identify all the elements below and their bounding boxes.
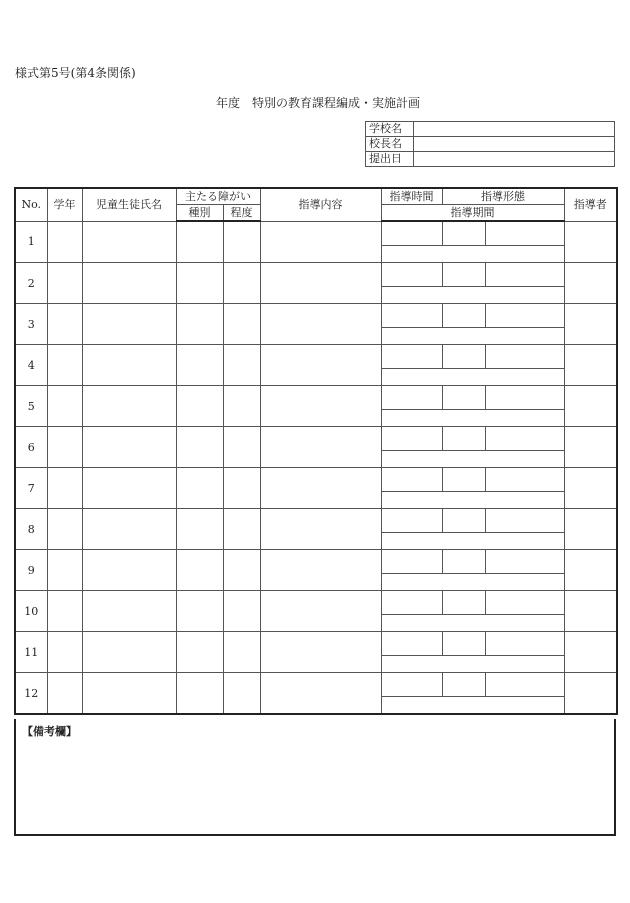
grade-cell[interactable] [47, 386, 82, 427]
header-student-name: 児童生徒氏名 [82, 188, 176, 221]
header-degree: 程度 [223, 205, 260, 222]
table-row [15, 509, 617, 533]
table-row [15, 304, 617, 328]
row-number: 9 [15, 550, 47, 591]
instructor-cell[interactable] [564, 468, 617, 509]
header-guidance-hours: 指導時間 [381, 188, 442, 205]
guidance-form-cell-b[interactable] [485, 345, 564, 369]
grade-cell[interactable] [47, 509, 82, 550]
guidance-hours-cell[interactable] [381, 263, 442, 287]
guidance-content-cell[interactable] [260, 263, 381, 304]
row-number: 1 [15, 221, 47, 263]
student-name-cell[interactable] [82, 263, 176, 304]
row-number: 5 [15, 386, 47, 427]
guidance-form-cell-b[interactable] [485, 673, 564, 697]
instructor-cell[interactable] [564, 591, 617, 632]
guidance-form-cell-b[interactable] [485, 304, 564, 328]
header-no: No. [15, 188, 47, 221]
guidance-form-cell-b[interactable] [485, 221, 564, 246]
disability-type-cell[interactable] [176, 673, 223, 715]
student-name-cell[interactable] [82, 386, 176, 427]
row-number: 11 [15, 632, 47, 673]
guidance-hours-cell[interactable] [381, 386, 442, 410]
guidance-form-cell-a[interactable] [442, 304, 485, 328]
guidance-period-cell[interactable] [381, 369, 564, 386]
guidance-content-cell[interactable] [260, 591, 381, 632]
guidance-content-cell[interactable] [260, 304, 381, 345]
table-row [15, 345, 617, 369]
grade-cell[interactable] [47, 468, 82, 509]
guidance-content-cell[interactable] [260, 673, 381, 715]
guidance-period-cell[interactable] [381, 656, 564, 673]
row-number: 12 [15, 673, 47, 715]
guidance-period-cell[interactable] [381, 328, 564, 345]
principal-name-field[interactable] [414, 137, 615, 152]
table-row [15, 632, 617, 656]
guidance-content-cell[interactable] [260, 221, 381, 263]
form-number: 様式第5号(第4条関係) [15, 66, 136, 80]
submission-date-label: 提出日 [366, 152, 414, 167]
grade-cell[interactable] [47, 673, 82, 715]
guidance-form-cell-a[interactable] [442, 386, 485, 410]
student-name-cell[interactable] [82, 509, 176, 550]
student-name-cell[interactable] [82, 591, 176, 632]
disability-type-cell[interactable] [176, 550, 223, 591]
grade-cell[interactable] [47, 550, 82, 591]
student-name-cell[interactable] [82, 550, 176, 591]
student-name-cell[interactable] [82, 345, 176, 386]
table-row [15, 427, 617, 451]
guidance-hours-cell[interactable] [381, 673, 442, 697]
guidance-content-cell[interactable] [260, 509, 381, 550]
grade-cell[interactable] [47, 591, 82, 632]
instructor-cell[interactable] [564, 304, 617, 345]
guidance-period-cell[interactable] [381, 410, 564, 427]
table-row [15, 221, 617, 246]
guidance-hours-cell[interactable] [381, 345, 442, 369]
guidance-form-cell-a[interactable] [442, 509, 485, 533]
student-name-cell[interactable] [82, 304, 176, 345]
disability-degree-cell[interactable] [223, 468, 260, 509]
guidance-form-cell-b[interactable] [485, 591, 564, 615]
student-name-cell[interactable] [82, 221, 176, 263]
disability-degree-cell[interactable] [223, 550, 260, 591]
guidance-form-cell-b[interactable] [485, 550, 564, 574]
disability-type-cell[interactable] [176, 345, 223, 386]
guidance-period-cell[interactable] [381, 615, 564, 632]
header-grade: 学年 [47, 188, 82, 221]
year-label: 年度 [216, 96, 241, 110]
table-row [15, 263, 617, 287]
disability-type-cell[interactable] [176, 468, 223, 509]
disability-degree-cell[interactable] [223, 304, 260, 345]
guidance-form-cell-b[interactable] [485, 632, 564, 656]
title-main: 特別の教育課程編成・実施計画 [252, 96, 421, 110]
student-name-cell[interactable] [82, 632, 176, 673]
grade-cell[interactable] [47, 263, 82, 304]
instructor-cell[interactable] [564, 509, 617, 550]
row-number: 3 [15, 304, 47, 345]
instructor-cell[interactable] [564, 427, 617, 468]
grade-cell[interactable] [47, 632, 82, 673]
header-instructor: 指導者 [564, 188, 617, 221]
table-row [15, 673, 617, 697]
guidance-form-cell-b[interactable] [485, 386, 564, 410]
instructor-cell[interactable] [564, 263, 617, 304]
guidance-form-cell-a[interactable] [442, 345, 485, 369]
disability-degree-cell[interactable] [223, 509, 260, 550]
guidance-period-cell[interactable] [381, 287, 564, 304]
student-name-cell[interactable] [82, 673, 176, 715]
school-name-field[interactable] [414, 122, 615, 137]
header-guidance-period: 指導期間 [381, 205, 564, 222]
page-title [216, 94, 420, 111]
guidance-hours-cell[interactable] [381, 221, 442, 246]
disability-type-cell[interactable] [176, 221, 223, 263]
disability-type-cell[interactable] [176, 304, 223, 345]
disability-degree-cell[interactable] [223, 632, 260, 673]
row-number: 2 [15, 263, 47, 304]
principal-name-label: 校長名 [366, 137, 414, 152]
guidance-hours-cell[interactable] [381, 591, 442, 615]
grade-cell[interactable] [47, 304, 82, 345]
disability-degree-cell[interactable] [223, 221, 260, 263]
disability-type-cell[interactable] [176, 263, 223, 304]
disability-degree-cell[interactable] [223, 263, 260, 304]
guidance-content-cell[interactable] [260, 386, 381, 427]
school-name-label: 学校名 [366, 122, 414, 137]
student-name-cell[interactable] [82, 468, 176, 509]
header-guidance-form: 指導形態 [442, 188, 564, 205]
guidance-hours-cell[interactable] [381, 550, 442, 574]
row-number: 8 [15, 509, 47, 550]
guidance-form-cell-a[interactable] [442, 221, 485, 246]
disability-type-cell[interactable] [176, 591, 223, 632]
header-type: 種別 [176, 205, 223, 222]
grade-cell[interactable] [47, 221, 82, 263]
guidance-form-cell-a[interactable] [442, 550, 485, 574]
student-name-cell[interactable] [82, 427, 176, 468]
guidance-period-cell[interactable] [381, 451, 564, 468]
remarks-label: 【備考欄】 [22, 725, 77, 738]
guidance-form-cell-a[interactable] [442, 632, 485, 656]
header-disability: 主たる障がい [176, 188, 260, 205]
guidance-hours-cell[interactable] [381, 468, 442, 492]
instructor-cell[interactable] [564, 673, 617, 715]
table-row [15, 386, 617, 410]
disability-degree-cell[interactable] [223, 673, 260, 715]
plan-table-body [15, 221, 617, 714]
table-row [15, 591, 617, 615]
guidance-form-cell-a[interactable] [442, 263, 485, 287]
remarks-box[interactable] [14, 719, 616, 836]
guidance-content-cell[interactable] [260, 550, 381, 591]
guidance-period-cell[interactable] [381, 492, 564, 509]
guidance-hours-cell[interactable] [381, 509, 442, 533]
school-info-box [365, 121, 615, 167]
guidance-content-cell[interactable] [260, 427, 381, 468]
row-number: 7 [15, 468, 47, 509]
submission-date-field[interactable] [414, 152, 615, 167]
guidance-form-cell-a[interactable] [442, 468, 485, 492]
instructor-cell[interactable] [564, 550, 617, 591]
guidance-content-cell[interactable] [260, 345, 381, 386]
guidance-hours-cell[interactable] [381, 304, 442, 328]
table-row [15, 550, 617, 574]
plan-table [14, 187, 618, 715]
header-guidance-content: 指導内容 [260, 188, 381, 221]
guidance-content-cell[interactable] [260, 632, 381, 673]
guidance-form-cell-b[interactable] [485, 509, 564, 533]
row-number: 4 [15, 345, 47, 386]
guidance-form-cell-b[interactable] [485, 427, 564, 451]
guidance-form-cell-a[interactable] [442, 427, 485, 451]
instructor-cell[interactable] [564, 345, 617, 386]
guidance-form-cell-a[interactable] [442, 673, 485, 697]
guidance-form-cell-b[interactable] [485, 468, 564, 492]
disability-type-cell[interactable] [176, 386, 223, 427]
row-number: 6 [15, 427, 47, 468]
guidance-period-cell[interactable] [381, 533, 564, 550]
guidance-period-cell[interactable] [381, 246, 564, 263]
table-row [15, 468, 617, 492]
guidance-period-cell[interactable] [381, 697, 564, 715]
disability-degree-cell[interactable] [223, 345, 260, 386]
instructor-cell[interactable] [564, 632, 617, 673]
guidance-form-cell-a[interactable] [442, 591, 485, 615]
guidance-form-cell-b[interactable] [485, 263, 564, 287]
disability-type-cell[interactable] [176, 632, 223, 673]
disability-degree-cell[interactable] [223, 386, 260, 427]
disability-type-cell[interactable] [176, 509, 223, 550]
instructor-cell[interactable] [564, 386, 617, 427]
disability-degree-cell[interactable] [223, 427, 260, 468]
guidance-hours-cell[interactable] [381, 427, 442, 451]
guidance-hours-cell[interactable] [381, 632, 442, 656]
disability-degree-cell[interactable] [223, 591, 260, 632]
guidance-content-cell[interactable] [260, 468, 381, 509]
instructor-cell[interactable] [564, 221, 617, 263]
grade-cell[interactable] [47, 427, 82, 468]
disability-type-cell[interactable] [176, 427, 223, 468]
grade-cell[interactable] [47, 345, 82, 386]
guidance-period-cell[interactable] [381, 574, 564, 591]
row-number: 10 [15, 591, 47, 632]
